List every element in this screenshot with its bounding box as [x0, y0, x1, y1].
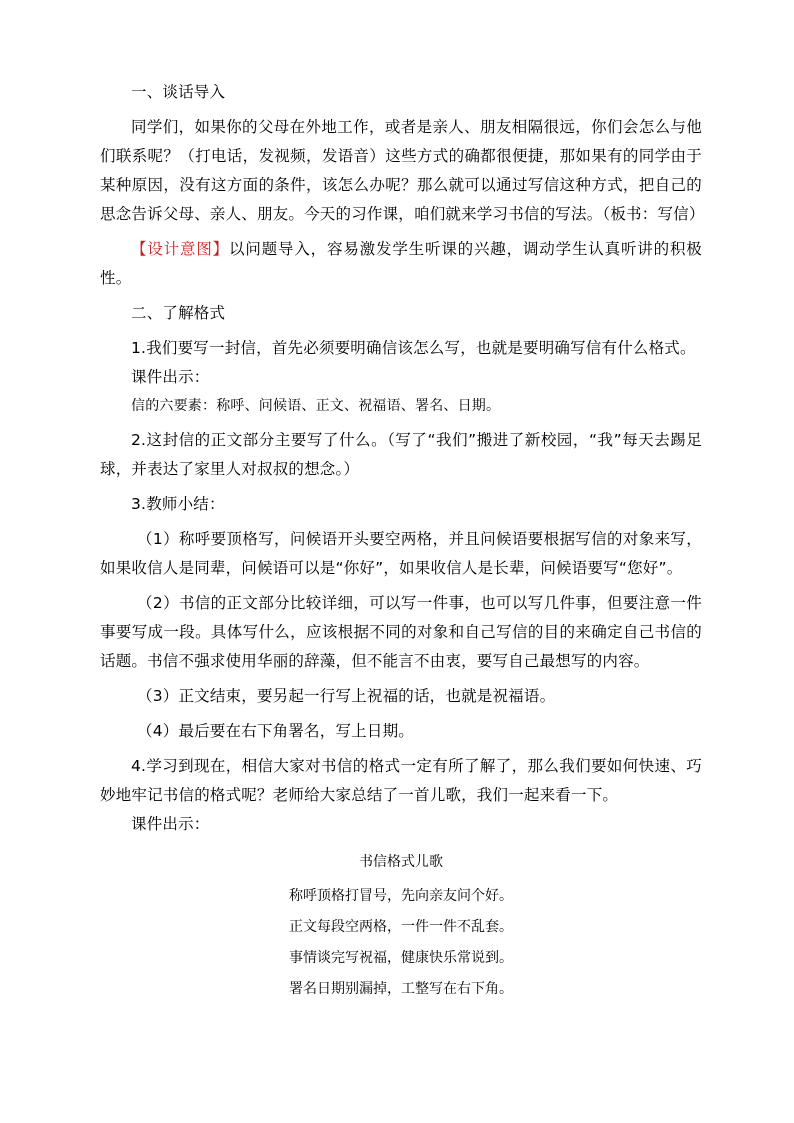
courseware-label-2: 课件出示： — [131, 815, 210, 833]
poem-line: 称呼顶格打冒号，先向亲友问个好。 — [289, 888, 513, 904]
section-2-item-1: 1.我们要写一封信，首先必须要明确信该怎么写，也就是要明确写信有什么格式。 — [131, 339, 696, 357]
section-2-item-4: 4.学习到现在，相信大家对书信的格式一定有所了解了，那么我们要如何快速、巧妙地牢记书信的格式呢？老师给大家总结了一首儿歌，我们一起来看一下。 — [100, 757, 702, 804]
poem-title: 书信格式儿歌 — [359, 854, 443, 870]
design-intent-text: 以问题导入，容易激发学生听课的兴趣，调动学生认真听讲的积极性。 — [100, 240, 702, 287]
poem-line: 事情谈完写祝福，健康快乐常说到。 — [289, 950, 513, 966]
design-intent-tag: 【设计意图】 — [131, 240, 229, 258]
section-1-title: 一、谈话导入 — [131, 83, 226, 101]
section-2-item-3: 3.教师小结： — [131, 495, 225, 513]
summary-point-1: （1）称呼要顶格写，问候语开头要空两格，并且问候语要根据写信的对象来写，如果收信人是同辈，问候语可以是“你好”，如果收信人是长辈，问候语要写“您好”。 — [100, 530, 702, 577]
courseware-label-1: 课件出示： — [131, 368, 210, 386]
section-2-title: 二、了解格式 — [131, 304, 226, 322]
poem-line: 署名日期别漏掉，工整写在右下角。 — [289, 981, 513, 997]
letter-format-poem — [100, 847, 702, 1005]
section-1-intro-paragraph: 同学们，如果你的父母在外地工作，或者是亲人、朋友相隔很远，你们会怎么与他们联系呢？（打电话，发视频，发语音）这些方式的确都很便捷，那如果有的同学由于某种原因，没有这方面的条件，该怎么办呢？那么就可以通过写信这种方式，把自己的思念告诉父母、亲人、朋友。今天的习作课，咱们就来学习书信的写法。（板书：写信） — [100, 118, 705, 223]
summary-point-4: （4）最后要在右下角署名，写上日期。 — [137, 722, 414, 740]
summary-point-3: （3）正文结束，要另起一行写上祝福的话，也就是祝福语。 — [137, 687, 556, 705]
document-body — [100, 74, 705, 1005]
section-2-item-2: 2.这封信的正文部分主要写了什么。（写了“我们”搬进了新校园，“我”每天去踢足球，并表达了家里人对叔叔的想念。） — [100, 431, 702, 478]
design-intent-paragraph — [100, 235, 702, 293]
six-elements-line: 信的六要素：称呼、问候语、正文、祝福语、署名、日期。 — [131, 398, 501, 414]
summary-point-2: （2）书信的正文部分比较详细，可以写一件事，也可以写几件事，但要注意一件事要写成一段。具体写什么，应该根据不同的对象和自己写信的目的来确定自己书信的话题。书信不强求使用华丽的辞藻，但不能言不由衷，要写自己最想写的内容。 — [100, 594, 702, 670]
poem-line: 正文每段空两格，一件一件不乱套。 — [289, 919, 513, 935]
